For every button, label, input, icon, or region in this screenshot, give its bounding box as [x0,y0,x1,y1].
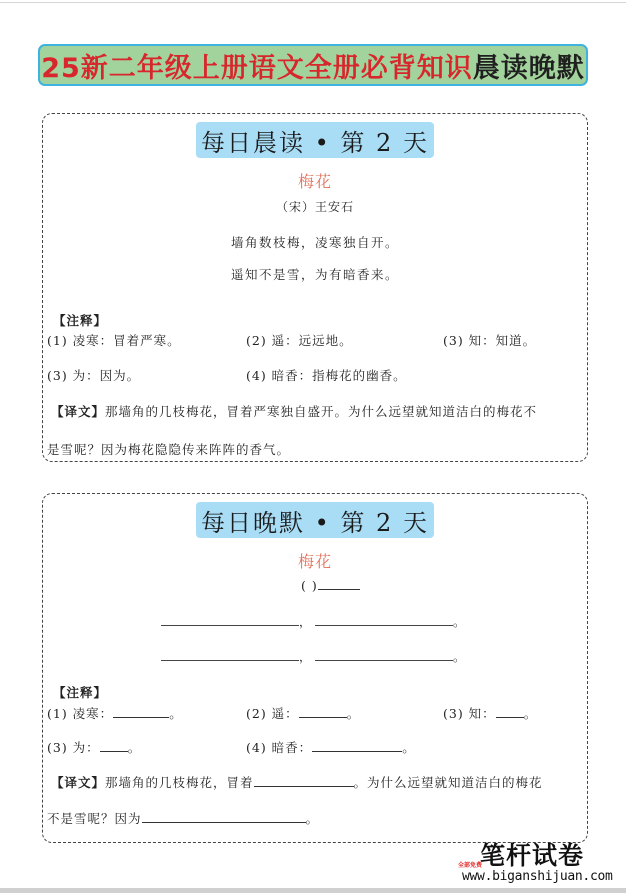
evening-translation-line-1 [51,773,543,791]
evening-notes-heading: 【注释】 [53,685,108,700]
morning-note-5: (4) 暗香：指梅花的幽香。 [246,368,407,383]
morning-poem-author: （宋）王安石 [275,200,354,214]
morning-poem-title: 梅花 [297,172,332,191]
period-2: 。 [453,650,466,664]
period-1: 。 [453,615,466,629]
author-blank[interactable] [318,577,360,590]
poem-blank-3[interactable] [161,660,299,661]
evening-translation-line-2 [47,809,319,827]
morning-translation-label: 【译文】 [51,404,106,419]
watermark-free-label: 全部免费 [458,862,483,869]
evening-poem-title: 梅花 [297,552,332,571]
author-prompt [301,577,360,593]
morning-note-2: (2) 遥：远远地。 [246,333,353,348]
morning-note-3: (3) 知：知道。 [443,333,537,348]
poem-blank-4[interactable] [315,660,453,661]
morning-day-badge: 每日晨读 • 第 2 天 [196,122,434,158]
comma-2: ， [299,650,312,664]
note-3-blank[interactable] [496,705,524,718]
note-2-blank[interactable] [299,705,347,718]
evening-note-3 [443,704,537,722]
note-4-label: (3) 为： [47,740,100,755]
note-4-period: 。 [127,740,142,755]
morning-note-1: (1) 凌寒：冒着严寒。 [47,333,181,348]
evening-translation-label: 【译文】 [51,775,106,790]
top-divider [0,2,626,3]
note-5-label: (4) 暗香： [246,740,313,755]
note-1-label: (1) 凌寒： [47,706,114,721]
evening-dictation-card [42,493,588,843]
poem-line-1: 墙角数枝梅，凌寒独自开。 [230,235,399,250]
note-2-period: 。 [346,706,361,721]
note-2-label: (2) 遥： [246,706,299,721]
morning-notes-heading: 【注释】 [53,313,108,328]
dynasty-blank-brackets[interactable]: ( ) [301,578,318,593]
note-4-blank[interactable] [100,739,128,752]
morning-note-4: (3) 为：因为。 [47,368,141,383]
note-1-period: 。 [169,706,183,721]
translation-blank-2[interactable] [142,810,306,823]
poem-blank-2[interactable] [315,625,453,626]
note-3-label: (3) 知： [443,706,496,721]
bottom-divider [0,888,626,893]
title-suffix: 晨读晚默 [472,52,585,84]
morning-translation-line-2: 是雪呢？因为梅花隐隐传来阵阵的香气。 [47,442,291,457]
translation-period: 。 [305,811,320,826]
evening-note-4 [47,738,141,756]
note-5-blank[interactable] [312,739,402,752]
watermark-title: 笔杆试卷 [480,841,585,870]
evening-note-1 [47,704,183,722]
translation-text-2: 。为什么远望就知道洁白的梅花 [353,775,543,790]
evening-note-5 [246,738,416,756]
poem-blank-1[interactable] [161,625,299,626]
watermark [458,838,626,888]
title-main: 25新二年级上册语文全册必背知识 [41,52,473,84]
comma-1: ， [299,615,312,629]
poem-line-2: 遥知不是雪，为有暗香来。 [230,267,399,282]
watermark-url: www.biganshijuan.com [462,869,613,884]
translation-blank-1[interactable] [254,774,354,787]
note-1-blank[interactable] [113,705,169,718]
translation-text-3: 不是雪呢？因为 [47,811,142,826]
evening-day-badge: 每日晚默 • 第 2 天 [196,502,434,538]
morning-translation-line-1 [51,402,537,420]
title-banner [38,44,588,86]
translation-text-1: 那墙角的几枝梅花，冒着 [105,775,254,790]
morning-translation-text-1: 那墙角的几枝梅花，冒着严寒独自盛开。为什么远望就知道洁白的梅花不 [105,404,538,419]
evening-note-2 [246,704,360,722]
note-5-period: 。 [402,740,416,755]
note-3-period: 。 [523,706,538,721]
morning-reading-card [42,113,588,462]
